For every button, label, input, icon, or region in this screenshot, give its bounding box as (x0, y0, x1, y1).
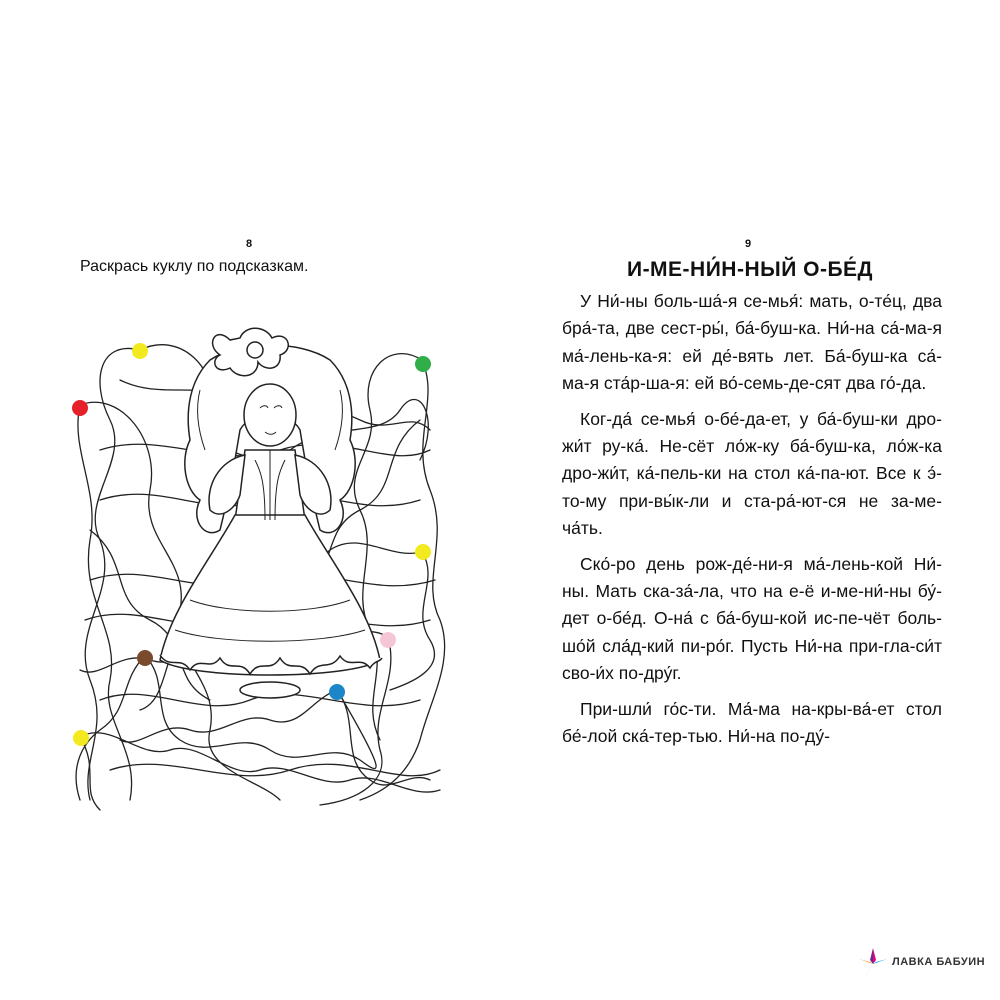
color-dot-yellow (73, 730, 89, 746)
star-logo-icon (856, 944, 890, 984)
store-logo (856, 944, 996, 984)
task-instruction: Раскрась куклу по подсказкам. (80, 258, 309, 275)
color-dot-yellow (415, 544, 431, 560)
story-paragraph: У Ни́-ны боль-ша́-я се-мья́: мать, о-те́ц, два бра́-та, две сест-ры́, ба́-буш-ка. Ни́-на са́-ма-я ма́-лень-ка-я: ей де́-вять лет. Ба́-буш-ка са́-ма-я ста́р-ша-я: ей во́-семь-де-сят два го́-да. (562, 291, 942, 394)
color-dot-yellow (132, 343, 148, 359)
doll-skirt (160, 515, 380, 675)
color-dot-brown (137, 650, 153, 666)
doll-face (244, 384, 296, 446)
story-paragraph: Ско́-ро день рож-де́-ни-я ма́-лень-кой Ни́-ны. Мать ска-за́-ла, что на е-ё и-ме-ни́-ны бу́-дет о-бе́д. О-на́ с ба́-буш-кой ис-пе-чёт боль-шо́й сла́д-кий пи-ро́г. Пусть Ни́-на при-гла-си́т сво-и́х по-дру́г. (562, 553, 942, 684)
story-title: И-МЕ-НИ́Н-НЫЙ О-БЕ́Д (626, 258, 874, 281)
story-text (562, 288, 942, 759)
page-number-left: 8 (246, 238, 253, 250)
logo-text: ЛАВКА БАБУИН (892, 956, 986, 968)
doll-stand (240, 682, 300, 698)
story-paragraph: Ког-да́ се-мья́ о-бе́-да-ет, у ба́-буш-ки дро-жи́т ру-ка́. Не-сёт ло́ж-ку ба́-буш-ка, ло́ж-ка дро-жи́т, ка́-пель-ки на стол ка́-па-ют. Все к э́-то-му при-вы́к-ли и ста-ра́-ют-ся не за-ме-ча́ть. (562, 408, 942, 539)
color-dot-red (72, 400, 88, 416)
doll-bow-center (247, 342, 263, 358)
right-page (500, 0, 1000, 1000)
doll-figure (160, 328, 382, 698)
color-dot-pink (380, 632, 396, 648)
story-paragraph: При-шли́ го́с-ти. Ма́-ма на-кры-ва́-ет стол бе́-лой ска́-тер-тью. Ни́-на по-ду́- (562, 698, 942, 747)
color-dot-green (415, 356, 431, 372)
color-dot-blue (329, 684, 345, 700)
page-number-right: 9 (745, 238, 752, 250)
doll-coloring-illustration (60, 300, 450, 820)
